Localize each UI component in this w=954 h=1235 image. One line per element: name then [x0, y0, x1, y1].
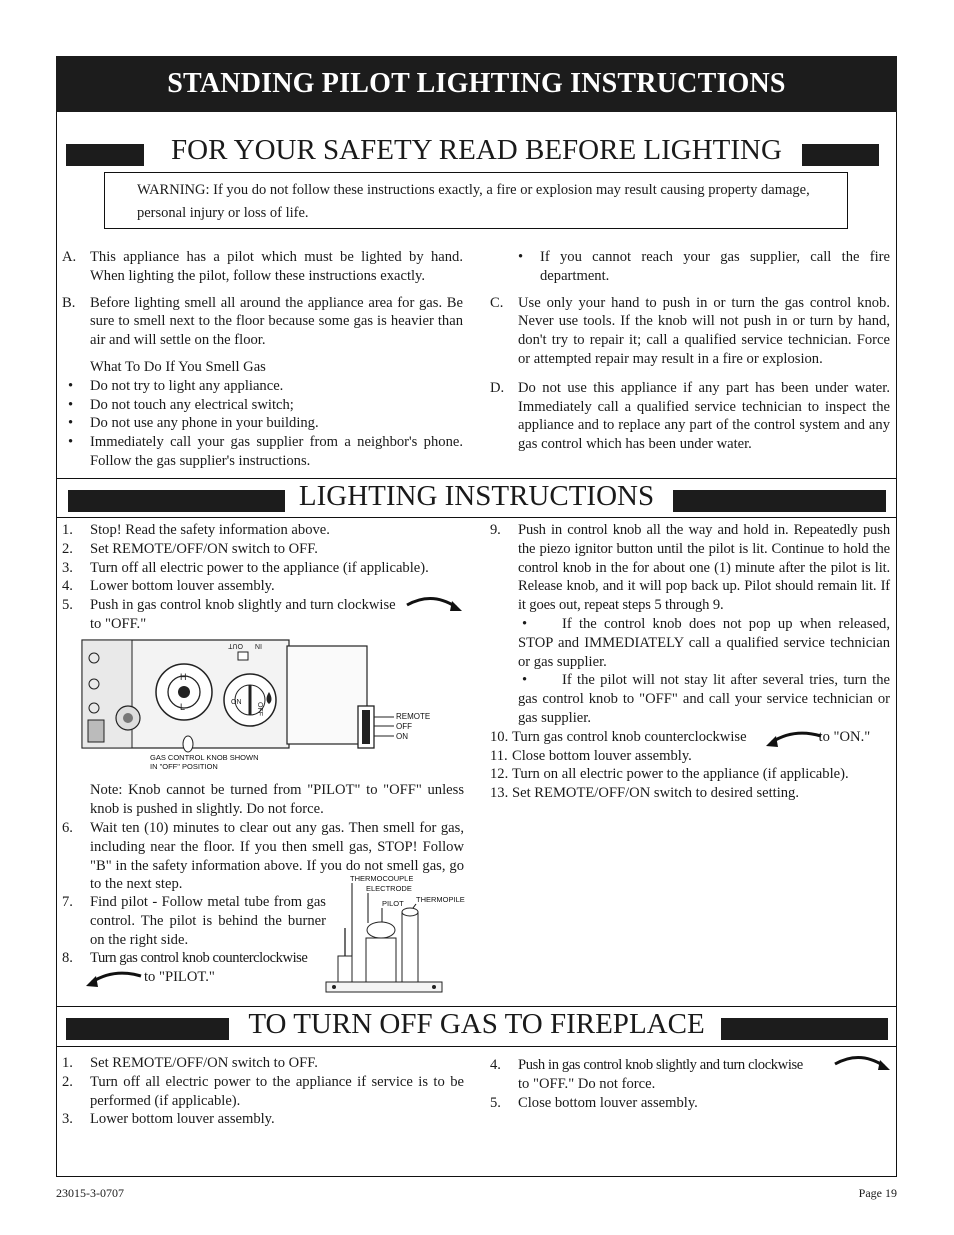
lighting-step-7-block	[62, 893, 326, 968]
lighting-step-12: 12. Turn on all electric power to the appliance (if applicable).	[490, 766, 849, 783]
valve-out-label: OUT	[228, 642, 243, 649]
counterclockwise-arrow-icon	[764, 726, 824, 748]
switch-on-label: ON	[396, 732, 408, 741]
lighting-step-7: 7. Find pilot - Follow metal tube from gas control. The pilot is behind the burner on the right side.	[62, 894, 326, 948]
turn-off-step-3: 3. Lower bottom louver assembly.	[62, 1111, 275, 1128]
lighting-heading-row	[56, 474, 897, 518]
section-divider	[56, 517, 897, 518]
turn-off-heading: TO TURN OFF GAS TO FIREPLACE	[248, 1008, 705, 1040]
lighting-step-8: 8. Turn gas control knob counterclockwise	[62, 950, 308, 967]
lighting-step-8-tail: to "PILOT."	[144, 969, 215, 985]
turn-off-step-4: 4. Push in gas control knob slightly and turn clockwise to "OFF." Do not force.	[490, 1057, 803, 1092]
safety-heading-row	[56, 128, 897, 172]
warning-text: WARNING: If you do not follow these instructions exactly, a fire or explosion may result causing property damage, personal injury or loss of life.	[137, 182, 810, 221]
pilot-label: PILOT	[382, 899, 404, 908]
clockwise-arrow-icon	[832, 1052, 892, 1074]
lighting-step-10: 10. Turn gas control knob counterclockwise to "ON."	[490, 728, 871, 745]
pilot-assembly-diagram	[322, 868, 468, 998]
section-divider	[56, 1046, 897, 1047]
svg-text:H: H	[180, 672, 187, 682]
smell-bullet: • Do not touch any electrical switch;	[68, 396, 294, 413]
lighting-step-1: 1. Stop! Read the safety information above.	[62, 522, 330, 538]
turn-off-right-column	[490, 1056, 835, 1112]
turn-off-step-5: 5. Close bottom louver assembly.	[490, 1094, 698, 1111]
electrode-label: ELECTRODE	[366, 884, 412, 893]
lighting-step-4: 4. Lower bottom louver assembly.	[62, 578, 275, 595]
smell-bullet: • If you cannot reach your gas supplier, call the fire department.	[518, 249, 890, 284]
lighting-step-2: 2. Set REMOTE/OFF/ON switch to OFF.	[62, 540, 318, 557]
valve-in-label: IN	[255, 642, 262, 649]
lighting-step-13: 13. Set REMOTE/OFF/ON switch to desired setting.	[490, 785, 800, 802]
doc-number: 23015-3-0707	[56, 1186, 124, 1200]
turn-off-step-2: 2. Turn off all electric power to the appliance if service is to be performed (if applicable).	[62, 1073, 464, 1109]
lighting-right-column	[490, 521, 890, 803]
safety-right-column	[490, 248, 890, 462]
switch-remote-label: REMOTE	[396, 712, 431, 721]
safety-item-d: D. Do not use this appliance if any part has been under water. Immediately call a qualified service technician to inspect the appliance and to replace any part of the control system and any gas control which has been under water.	[490, 379, 890, 453]
smell-bullet: • Do not try to light any appliance.	[68, 377, 284, 394]
lighting-step-9-bullet: • If the pilot will not stay lit after several tries, turn the gas control knob to "OFF" and call your service technician or gas supplier.	[518, 672, 890, 726]
thermocouple-label: THERMOCOUPLE	[350, 874, 414, 883]
gas-valve-diagram	[80, 638, 450, 780]
lighting-step-9: 9. Push in control knob all the way and hold in. Repeatedly push the piezo ignitor button until the pilot is lit. Continue to hold the control knob in the for about one (1) minute after the pilot is lit. Release knob, and it will pop back up. Pilot should remain lit. If it goes out, repeat steps 5 through 9.	[490, 522, 890, 614]
safety-item-a: A. This appliance has a pilot which must be lighted by hand. When lighting the pilot, follow these instructions exactly.	[62, 249, 463, 284]
smell-heading: What To Do If You Smell Gas	[90, 358, 266, 375]
thermopile-label: THERMOPILE	[416, 895, 465, 904]
safety-left-column	[62, 248, 463, 471]
lighting-step-9-bullet: • If the control knob does not pop up when released, STOP and IMMEDIATELY call a qualified service technician or gas supplier.	[518, 615, 890, 670]
safety-item-c: C. Use only your hand to push in or turn the gas control knob. Never use tools. If the knob will not push in or turn by hand, don't try to repair it; call a qualified service technician. Force or attempted repair may result in a fire or explosion.	[490, 294, 890, 367]
smell-bullet: • Do not use any phone in your building.	[68, 415, 319, 432]
turn-off-left-column	[62, 1054, 464, 1129]
smell-bullet: • Immediately call your gas supplier from a neighbor's phone. Follow the gas supplier's instructions.	[68, 434, 463, 469]
valve-caption-line-1: GAS CONTROL KNOB SHOWN	[150, 753, 259, 762]
clockwise-arrow-icon	[404, 593, 464, 615]
turn-off-heading-row	[56, 1002, 897, 1046]
lighting-step-5: 5. Push in gas control knob slightly and turn clockwise to "OFF."	[62, 597, 396, 632]
safety-heading: FOR YOUR SAFETY READ BEFORE LIGHTING	[171, 134, 782, 166]
lighting-step-3: 3. Turn off all electric power to the appliance (if applicable).	[62, 559, 429, 576]
warning-box	[104, 172, 848, 229]
svg-text:L: L	[180, 702, 186, 712]
lighting-left-column	[62, 521, 464, 634]
page-title: STANDING PILOT LIGHTING INSTRUCTIONS	[167, 68, 786, 99]
turn-off-step-1: 1. Set REMOTE/OFF/ON switch to OFF.	[62, 1055, 318, 1071]
page-number: Page 19	[858, 1186, 897, 1200]
valve-off-label: OFF	[256, 702, 263, 716]
counterclockwise-arrow-icon	[84, 966, 144, 988]
lighting-step-6: 6. Wait ten (10) minutes to clear out any gas. Then smell for gas, including near the floor. If you then smell gas, STOP! Follow "B" in the safety information above. If you do not smell gas, go to the next step.	[62, 820, 464, 893]
switch-off-label: OFF	[396, 722, 412, 731]
safety-item-b: B. Before lighting smell all around the appliance area for gas. Be sure to smell next to the floor because some gas is heavier than air and will settle on the floor.	[62, 294, 463, 349]
valve-caption-line-2: IN "OFF" POSITION	[150, 762, 218, 771]
valve-on-label: ON	[231, 699, 242, 706]
lighting-heading: LIGHTING INSTRUCTIONS	[298, 480, 655, 512]
title-banner	[56, 56, 897, 112]
lighting-step-11: 11. Close bottom louver assembly.	[490, 747, 692, 764]
valve-note: Note: Knob cannot be turned from "PILOT" to "OFF" unless knob is pushed in slightly. Do not force.	[90, 782, 464, 817]
